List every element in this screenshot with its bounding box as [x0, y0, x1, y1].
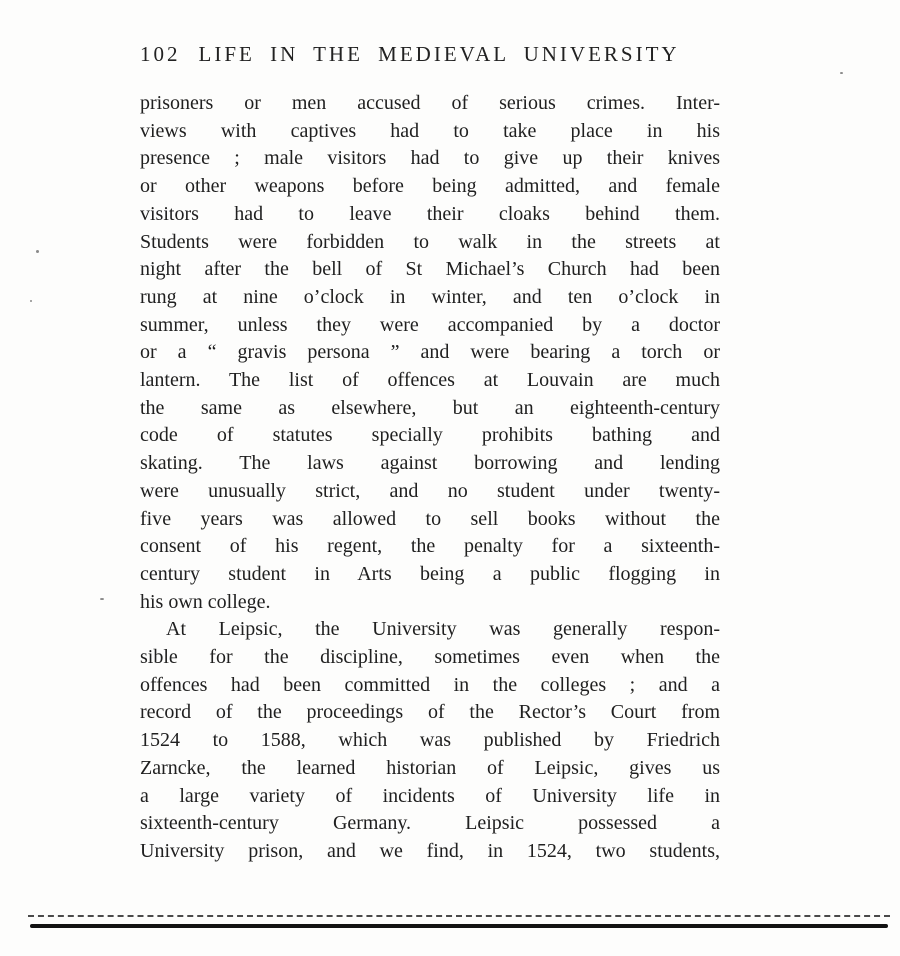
scan-speck	[100, 598, 104, 600]
text-line: his own college.	[140, 590, 271, 613]
text-line: the same as elsewhere, but an eighteenth-century	[140, 396, 720, 419]
text-line: University prison, and we find, in 1524, two students,	[140, 839, 720, 862]
running-title: LIFE IN THE MEDIEVAL UNIVERSITY	[198, 42, 680, 66]
text-line: Students were forbidden to walk in the streets at	[140, 230, 720, 253]
scan-speck	[840, 72, 843, 74]
text-line: code of statutes specially prohibits bathing and	[140, 424, 720, 447]
text-line: At Leipsic, the University was generally respon-	[166, 618, 720, 641]
scan-artifact-dashed-line	[28, 915, 890, 917]
scan-artifact-solid-line	[30, 924, 888, 928]
scan-speck	[30, 300, 32, 302]
text-line: visitors had to leave their cloaks behind them.	[140, 202, 720, 225]
text-line: record of the proceedings of the Rector’s Court from	[140, 701, 720, 724]
text-line: five years was allowed to sell books without the	[140, 507, 720, 530]
text-line: century student in Arts being a public flogging in	[140, 562, 720, 585]
text-line: were unusually strict, and no student under twenty-	[140, 479, 720, 502]
text-line: 1524 to 1588, which was published by Friedrich	[140, 729, 720, 752]
text-line: Zarncke, the learned historian of Leipsic, gives us	[140, 756, 720, 779]
text-line: offences had been committed in the colleges ; and a	[140, 673, 720, 696]
text-line: sixteenth-century Germany. Leipsic possessed a	[140, 812, 720, 835]
text-line: summer, unless they were accompanied by a doctor	[140, 313, 720, 336]
scan-speck	[36, 250, 39, 253]
text-line: sible for the discipline, sometimes even when the	[140, 646, 720, 669]
text-line: lantern. The list of offences at Louvain are much	[140, 369, 720, 392]
text-line: views with captives had to take place in his	[140, 119, 720, 142]
text-line: night after the bell of St Michael’s Church had been	[140, 258, 720, 281]
text-line: skating. The laws against borrowing and lending	[140, 452, 720, 475]
text-line: presence ; male visitors had to give up their knives	[140, 147, 720, 170]
text-line: consent of his regent, the penalty for a sixteenth-	[140, 535, 720, 558]
text-line: a large variety of incidents of University life in	[140, 784, 720, 807]
text-line: prisoners or men accused of serious crimes. Inter-	[140, 92, 720, 114]
page-text	[140, 90, 720, 866]
page-header	[140, 42, 722, 67]
text-line: or a “ gravis persona ” and were bearing a torch or	[140, 341, 720, 364]
page-number: 102	[140, 42, 181, 66]
text-line: or other weapons before being admitted, and female	[140, 175, 720, 198]
text-line: rung at nine o’clock in winter, and ten o’clock in	[140, 285, 720, 308]
